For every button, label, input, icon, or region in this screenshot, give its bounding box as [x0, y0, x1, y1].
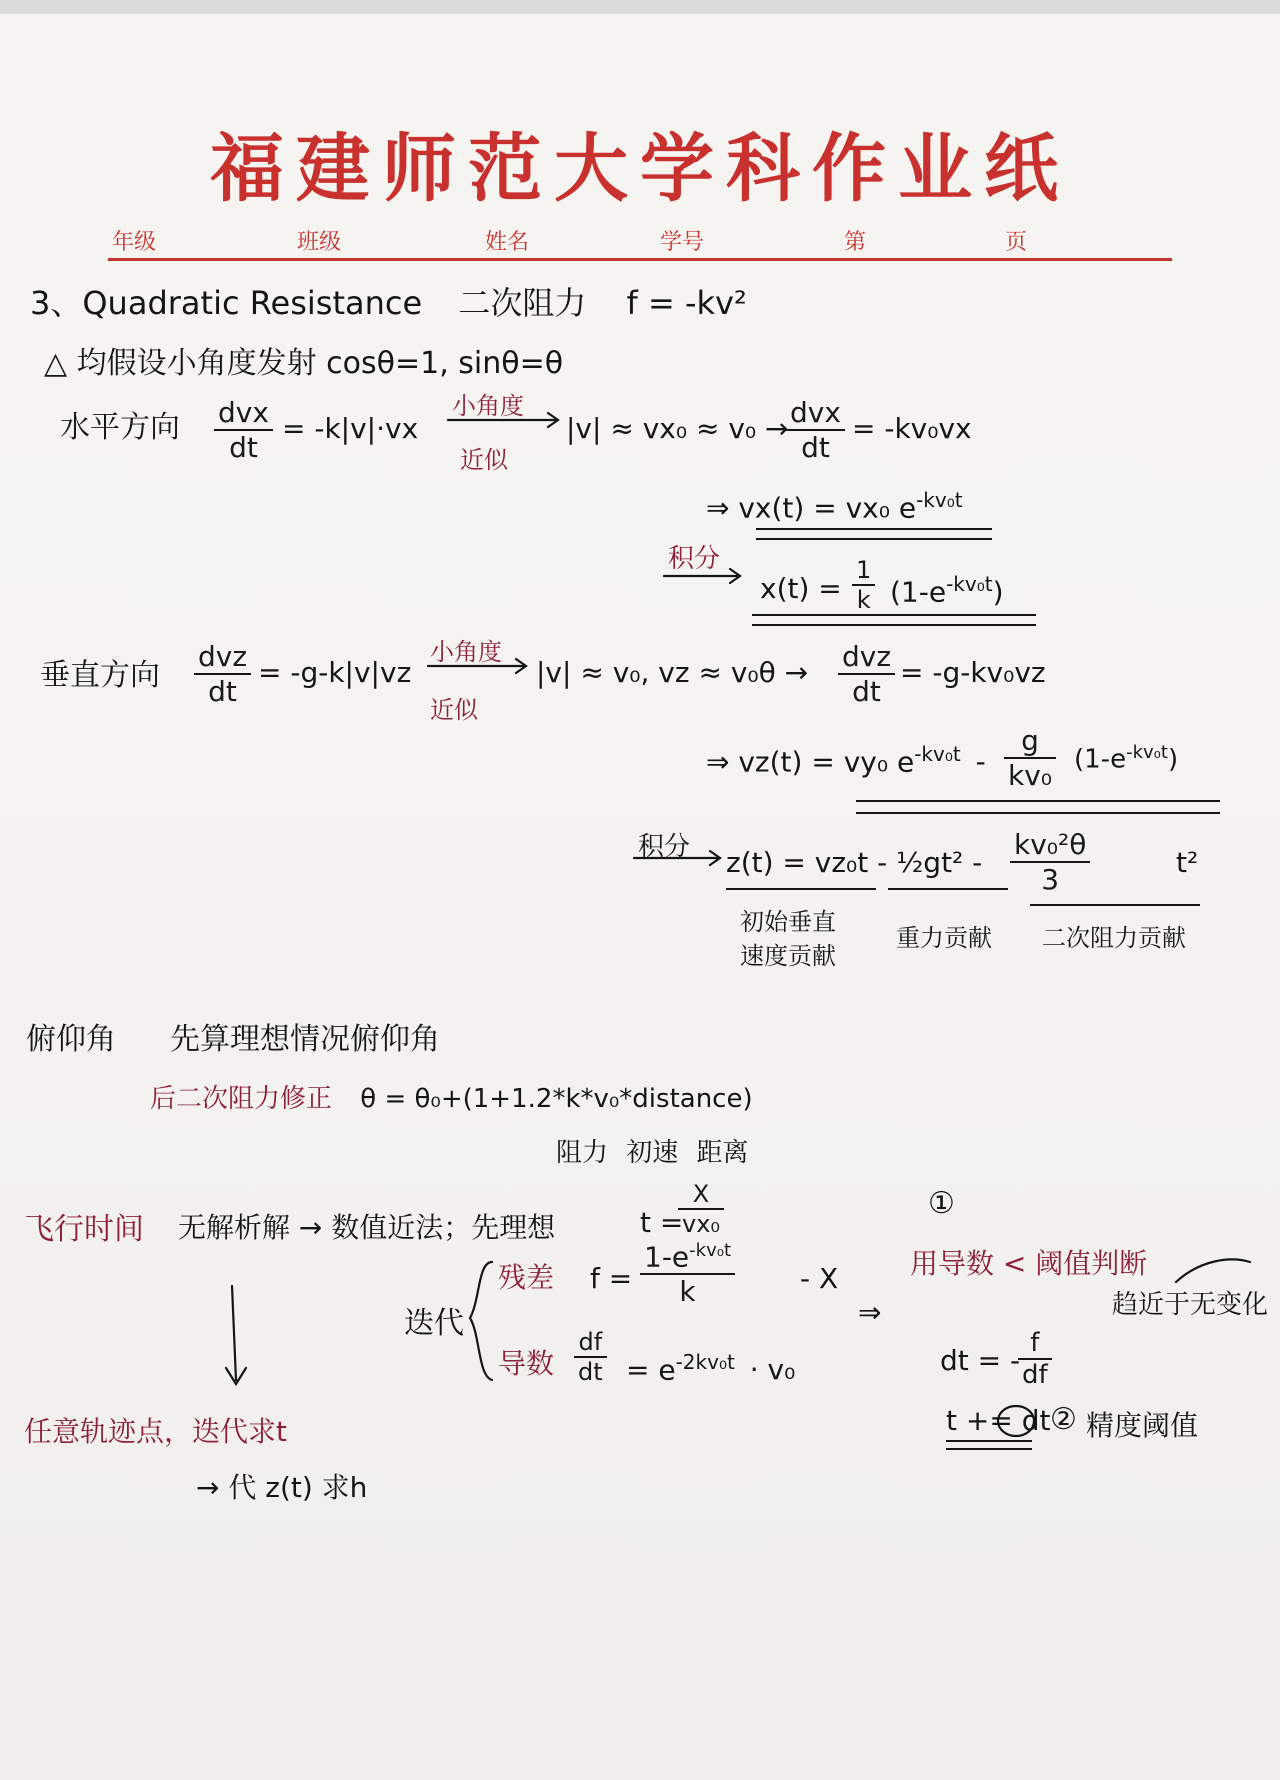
- dt-den: df: [1022, 1360, 1048, 1390]
- note-initial-a: 初始垂直: [740, 908, 836, 936]
- flight-label: 飞行时间: [24, 1212, 144, 1247]
- criterion2: 精度阈值: [1086, 1409, 1199, 1442]
- horizontal-eq-den: dt: [801, 431, 830, 464]
- vz-rest-close: ): [1167, 744, 1179, 775]
- section-title-formula: f = -kv²: [626, 284, 747, 322]
- header-field-class: 班级: [297, 230, 342, 255]
- vertical-approx-bottom: 近似: [430, 696, 478, 724]
- header-field-student-id: 学号: [660, 230, 705, 255]
- header-field-page: 页: [1005, 230, 1028, 255]
- t-update: t += dt: [946, 1404, 1051, 1437]
- vertical-eq-num: dvz: [838, 640, 895, 675]
- vertical-approx-top: 小角度: [430, 638, 502, 666]
- note-drag: 二次阻力贡献: [1042, 924, 1186, 952]
- criterion-note-curve: [1176, 1259, 1250, 1282]
- horizontal-label: 水平方向: [60, 410, 180, 445]
- section-title-cn: 二次阻力: [458, 284, 587, 322]
- z-frac-den: 3: [1041, 863, 1060, 896]
- vz-result-text: ⇒ vz(t) = vy₀ e: [706, 745, 915, 779]
- implies-arrow: ⇒: [858, 1296, 882, 1329]
- x-rest-exp: -kv₀t: [946, 572, 993, 596]
- x-frac-num: 1: [852, 556, 875, 586]
- horizontal-rhs: = -k|v|·vx: [282, 412, 419, 445]
- vertical-rhs: = -g-k|v|vz: [258, 656, 412, 689]
- substitute-z: → 代 z(t) 求h: [196, 1471, 368, 1504]
- horizontal-eq-rhs: = -kv₀vx: [852, 412, 972, 445]
- criterion2-marker: ②: [1050, 1402, 1077, 1437]
- pitch-line1: 先算理想情况俯仰角: [170, 1022, 440, 1057]
- arbitrary-point: 任意轨迹点，迭代求t: [24, 1415, 287, 1448]
- horizontal-derivative-den: dt: [229, 431, 258, 464]
- vertical-integrate-arrow: [634, 851, 720, 865]
- derivative-rhs-text: = e: [626, 1353, 676, 1387]
- derivative-tail: · v₀: [749, 1353, 796, 1387]
- vertical-derivative-den: dt: [208, 675, 237, 708]
- vx-result-text: ⇒ vx(t) = vx₀ e: [706, 491, 917, 525]
- z-tail: t²: [1176, 846, 1199, 879]
- pitch-label: 俯仰角: [26, 1022, 116, 1057]
- horizontal-integrate-arrow: [664, 569, 740, 583]
- vx-result-exp: -kv₀t: [916, 488, 963, 512]
- dt-circle: [998, 1406, 1034, 1436]
- derivative-rhs-exp: -2kv₀t: [675, 1350, 735, 1374]
- residual-label: 残差: [498, 1261, 555, 1294]
- residual-num-exp: -kv₀t: [689, 1240, 732, 1261]
- pitch-line3: 阻力 初速 距离: [556, 1138, 749, 1168]
- z-lhs: z(t) = vz₀t - ½gt² -: [726, 846, 983, 879]
- criterion1-note: 趋近于无变化: [1112, 1290, 1269, 1320]
- horizontal-derivative-num: dvx: [214, 396, 273, 431]
- residual-num-text: 1-e: [644, 1240, 690, 1274]
- horizontal-approx-result: |v| ≈ vx₀ ≈ v₀ →: [566, 412, 789, 445]
- horizontal-integrate-label: 积分: [668, 544, 721, 574]
- vertical-eq-den: dt: [852, 675, 881, 708]
- criterion1: 用导数 < 阈值判断: [910, 1247, 1148, 1280]
- criterion1-marker: ①: [928, 1186, 955, 1221]
- pitch-line2-formula: θ = θ₀+(1+1.2*k*v₀*distance): [360, 1084, 753, 1114]
- dt-num: f: [1018, 1328, 1052, 1360]
- section-title-prefix: 3、Quadratic Resistance: [30, 284, 423, 322]
- dt-lhs: dt = -: [940, 1344, 1021, 1377]
- horizontal-approx-top: 小角度: [452, 392, 524, 420]
- z-frac-num: kv₀²θ: [1010, 828, 1090, 863]
- vz-result-exp: -kv₀t: [914, 742, 961, 766]
- vertical-integrate-label: 积分: [638, 832, 691, 862]
- horizontal-approx-bottom: 近似: [460, 446, 508, 474]
- assumption-line: △ 均假设小角度发射 cosθ=1, sinθ=θ: [44, 346, 564, 381]
- vertical-label: 垂直方向: [40, 658, 160, 693]
- vz-frac-den: kv₀: [1008, 759, 1053, 792]
- vz-minus: -: [975, 745, 986, 779]
- flight-t-num: X: [678, 1180, 724, 1210]
- vertical-approx-result: |v| ≈ v₀, vz ≈ v₀θ →: [536, 656, 809, 689]
- vertical-eq-rhs: = -g-kv₀vz: [900, 656, 1046, 689]
- vz-rest-text: (1-e: [1074, 744, 1127, 775]
- x-rest-close: ): [992, 575, 1004, 609]
- pitch-line2-red: 后二次阻力修正: [150, 1084, 333, 1114]
- down-arrow: [226, 1286, 246, 1384]
- vz-frac-num: g: [1004, 724, 1056, 759]
- horizontal-approx-arrow: [448, 413, 558, 427]
- derivative-label: 导数: [498, 1347, 555, 1380]
- residual-frac-den: k: [679, 1275, 696, 1309]
- derivative-den: dt: [578, 1358, 603, 1386]
- horizontal-eq-num: dvx: [786, 396, 845, 431]
- residual-tail: - X: [800, 1262, 839, 1295]
- iteration-label: 迭代: [404, 1306, 464, 1341]
- note-initial-b: 速度贡献: [740, 942, 836, 970]
- x-lhs: x(t) =: [760, 572, 842, 605]
- flight-t-den: vx₀: [682, 1210, 721, 1238]
- x-frac-den: k: [856, 586, 871, 614]
- header-field-grade: 年级: [112, 230, 157, 255]
- iteration-brace: [470, 1262, 492, 1380]
- header-field-name: 姓名: [485, 230, 530, 255]
- x-rest-text: (1-e: [890, 575, 947, 609]
- derivative-num: df: [574, 1328, 607, 1358]
- flight-t-lhs: t =: [640, 1206, 684, 1239]
- header-field-number: 第: [844, 230, 867, 255]
- paper-header-title: 福建师范大学科作业纸: [210, 126, 1070, 212]
- flight-desc: 无解析解 → 数值近法；先理想: [178, 1211, 556, 1244]
- note-gravity: 重力贡献: [896, 924, 992, 952]
- vertical-derivative-num: dvz: [194, 640, 251, 675]
- vz-rest-exp: -kv₀t: [1126, 742, 1168, 763]
- residual-f-lhs: f =: [590, 1262, 633, 1295]
- vertical-approx-arrow: [428, 659, 526, 673]
